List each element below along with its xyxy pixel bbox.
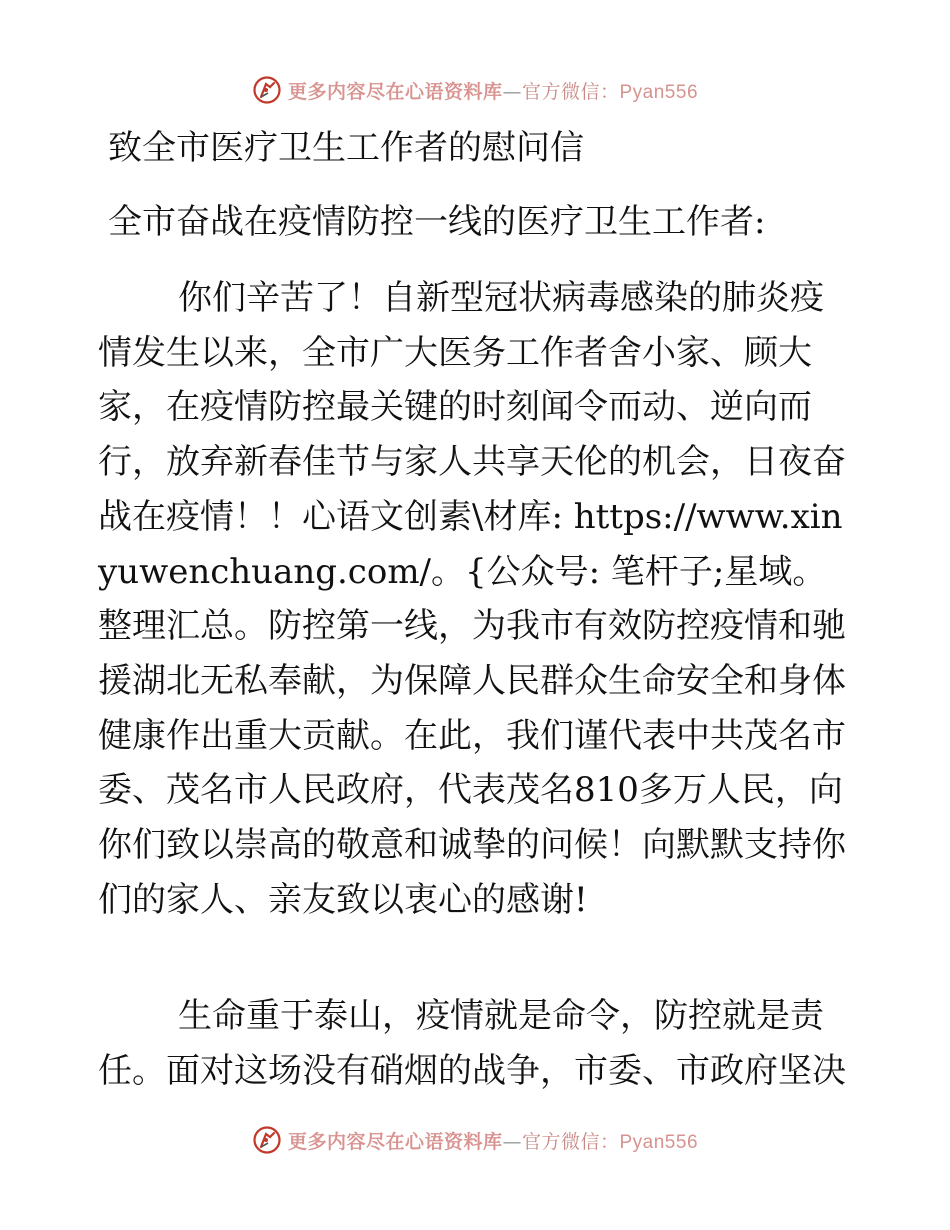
banner-wechat-label: 官方微信： xyxy=(521,80,620,103)
letter-title: 致全市医疗卫生工作者的慰问信 xyxy=(108,128,584,168)
footer-banner xyxy=(0,1120,950,1160)
banner-wechat-id: Pyan556 xyxy=(619,81,699,103)
letter-salutation: 全市奋战在疫情防控一线的医疗卫生工作者: xyxy=(108,202,766,242)
banner-wechat-label: 官方微信： xyxy=(521,1130,620,1153)
banner-separator: — xyxy=(502,80,522,103)
banner-site-name: 更多内容尽在心语资料库 xyxy=(287,80,503,103)
banner-separator: — xyxy=(502,1130,522,1153)
pen-nib-logo-icon xyxy=(252,75,282,105)
paragraph-2: 生命重于泰山，疫情就是命令，防控就是责任。面对这场没有硝烟的战争，市委、市政府坚决 xyxy=(98,996,846,1091)
banner-site-name: 更多内容尽在心语资料库 xyxy=(287,1130,503,1153)
banner-wechat-id: Pyan556 xyxy=(619,1131,699,1153)
paragraph-1: 你们辛苦了！自新型冠状病毒感染的肺炎疫情发生以来，全市广大医务工作者舍小家、顾大家，在疫情防控最关键的时刻闻令而动、逆向而行，放弃新春佳节与家人共享天伦的机会，日夜奋战在疫情！！心语文创素\材库: https://www.xinyuwenchuang.com/。{公众号: 笔杆子;星域。整理汇总。防控第一线，为我市有效防控疫情和驰援湖北无私奉献，为保障人民群众生命安全和身体健康作出重大贡献。在此，我们谨代表中共茂名市委、茂名市人民政府，代表茂名810多万人民，向你们致以崇高的敬意和诚挚的问候！向默默支持你们的家人、亲友致以衷心的感谢! xyxy=(98,278,846,920)
pen-nib-logo-icon xyxy=(252,1125,282,1155)
header-banner xyxy=(0,70,950,110)
